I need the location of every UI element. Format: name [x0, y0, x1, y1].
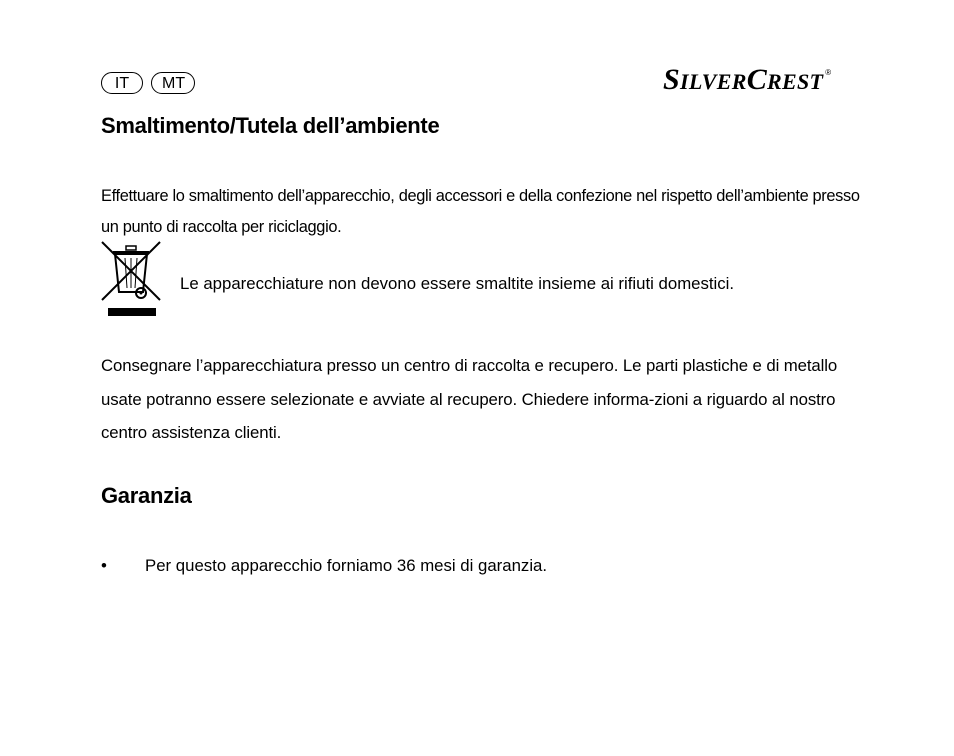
logo-text: REST: [767, 69, 824, 94]
crossed-out-wheelie-bin-icon: [99, 240, 163, 320]
warranty-item: Per questo apparecchio forniamo 36 mesi di garanzia.: [145, 556, 548, 575]
logo-letter: C: [746, 63, 768, 96]
disposal-heading: Smaltimento/Tutela dell’ambiente: [101, 113, 440, 138]
language-badges: [101, 72, 195, 94]
weee-notice-text: Le apparecchiature non devono essere smaltite insieme ai rifiuti domestici.: [180, 274, 735, 293]
logo-letter: S: [663, 63, 680, 96]
silvercrest-logo: [663, 63, 831, 97]
warranty-heading: Garanzia: [101, 483, 192, 508]
disposal-intro-paragraph: Effettuare lo smaltimento dell’apparecchio, degli accessori e della confezione nel rispetto dell’ambiente presso un punto di raccolta per riciclaggio.: [101, 187, 860, 236]
bullet-symbol: •: [101, 556, 107, 575]
registered-mark: ®: [825, 68, 832, 77]
language-badge-mt: MT: [151, 72, 195, 94]
logo-text: ILVER: [680, 69, 747, 94]
language-badge-it: IT: [101, 72, 143, 94]
disposal-body-paragraph: Consegnare l’apparecchiatura presso un centro di raccolta e recupero. Le parti plastiche e di metallo usate potranno essere selezionate e avviate al recupero. Chiedere informa-zioni a riguardo al nostro centro assistenza clienti.: [101, 356, 838, 442]
